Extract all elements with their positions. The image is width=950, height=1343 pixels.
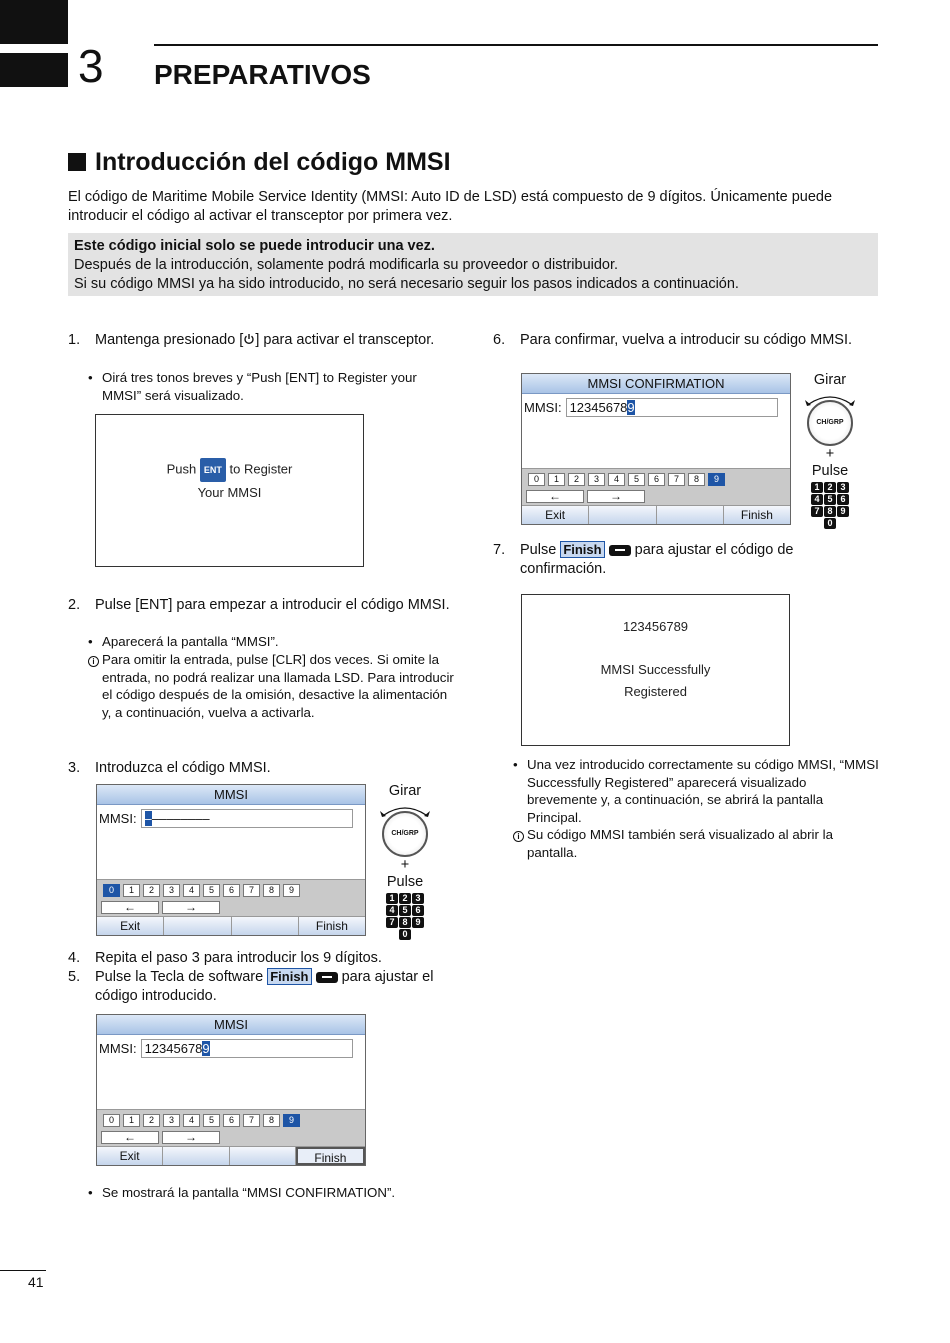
arrow-row (101, 901, 220, 914)
step-4 (68, 949, 458, 968)
step-6 (493, 331, 878, 350)
left-arrow-icon[interactable]: ← (526, 490, 584, 503)
girar-label: Girar (388, 783, 422, 799)
digit-0[interactable]: 0 (103, 884, 120, 897)
digit-1[interactable]: 1 (548, 473, 565, 486)
digit-8[interactable]: 8 (263, 1114, 280, 1127)
push-ent-screen (95, 414, 364, 567)
step-text (95, 331, 434, 350)
key-0: 0 (824, 518, 836, 529)
pulse-label: Pulse (386, 874, 424, 890)
key-3: 3 (837, 482, 849, 493)
step-text-a: Mantenga presionado [ (95, 332, 244, 348)
keypad-icon (801, 482, 859, 529)
mmsi-entry-screen (96, 784, 366, 936)
digit-7[interactable]: 7 (243, 884, 260, 897)
cursor: – (144, 811, 152, 826)
finish-softkey[interactable]: Finish (315, 919, 348, 933)
girar-pulse-guide (376, 783, 434, 940)
digit-5[interactable]: 5 (203, 884, 220, 897)
digit-8[interactable]: 8 (263, 884, 280, 897)
note-box (68, 233, 878, 296)
step-5 (68, 968, 458, 1006)
square-bullet-icon (68, 153, 86, 171)
screen-title: MMSI (97, 785, 365, 805)
info-text: Para omitir la entrada, pulse [CLR] dos veces. Si omite la entrada, no podrá realizar una llamada LSD. Para introducir el código después de la omisión, desactive la alimentación y, a continuación, vuelva a activarla. (102, 652, 454, 720)
push-text: Push (166, 461, 197, 477)
key-9: 9 (412, 917, 424, 928)
mmsi-value: 12345678 (569, 400, 628, 415)
key-0: 0 (399, 929, 411, 940)
key-7: 7 (386, 917, 398, 928)
digit-7[interactable]: 7 (243, 1114, 260, 1127)
mmsi-label: MMSI: (99, 1041, 137, 1056)
mmsi-label: MMSI: (99, 811, 137, 826)
step-text-b: para ajustar el código de confirmación. (520, 542, 794, 577)
digit-1[interactable]: 1 (123, 1114, 140, 1127)
digit-4[interactable]: 4 (183, 1114, 200, 1127)
bullet-mark: • (513, 757, 518, 772)
screen-title: MMSI (97, 1015, 365, 1035)
step-7 (493, 541, 878, 579)
empty-softkey[interactable] (164, 917, 231, 935)
digit-row (528, 473, 725, 486)
girar-label: Girar (813, 372, 847, 388)
cursor: 9 (202, 1041, 210, 1056)
digit-6[interactable]: 6 (648, 473, 665, 486)
digit-4[interactable]: 4 (183, 884, 200, 897)
digit-4[interactable]: 4 (608, 473, 625, 486)
digit-9[interactable]: 9 (708, 473, 725, 486)
chapter-tab-bar-bottom (0, 53, 68, 87)
step-2-bullet (88, 633, 458, 651)
bullet-text: Oirá tres tonos breves y “Push [ENT] to Register your MMSI” será visualizado. (102, 370, 417, 403)
step-number: 5. (68, 969, 81, 985)
section-title: Introducción del código MMSI (95, 148, 451, 176)
key-8: 8 (399, 917, 411, 928)
right-arrow-icon[interactable]: → (162, 1131, 220, 1144)
header-rule (154, 44, 878, 46)
page-number: 41 (28, 1274, 44, 1290)
bullet-text: Se mostrará la pantalla “MMSI CONFIRMATION”. (102, 1185, 396, 1200)
ch-grp-knob-icon: CH/GRP (807, 400, 853, 446)
exit-softkey[interactable]: Exit (522, 506, 589, 524)
step-5-bullet (88, 1184, 458, 1202)
softkey-bar (97, 1146, 365, 1165)
success-line-1: MMSI Successfully (600, 662, 711, 677)
info-icon: i (513, 831, 524, 842)
bullet-mark: • (88, 634, 93, 649)
mmsi-value: 12345678 (144, 1041, 203, 1056)
step-7-info (513, 826, 879, 861)
bullet-text: Una vez introducido correctamente su código MMSI, “MMSI Successfully Registered” aparecerá visualizado brevemente y, a continuación, se abrirá la pantalla Principal. (527, 757, 879, 825)
finish-tag: Finish (560, 541, 604, 558)
digit-5[interactable]: 5 (628, 473, 645, 486)
step-text-b: para ajustar el código introducido. (95, 969, 434, 1004)
softkey-bar (522, 505, 790, 524)
step-2 (68, 596, 458, 615)
digit-2[interactable]: 2 (143, 1114, 160, 1127)
info-icon: i (88, 656, 99, 667)
empty-softkey[interactable] (589, 506, 656, 524)
digit-3[interactable]: 3 (163, 1114, 180, 1127)
mmsi-field[interactable] (566, 398, 778, 417)
success-line-2: Registered (624, 684, 687, 699)
your-mmsi-text: Your MMSI (197, 485, 262, 500)
right-arrow-icon[interactable]: → (162, 901, 220, 914)
step-number: 1. (68, 332, 81, 348)
empty-softkey[interactable] (230, 1147, 296, 1165)
keypad-icon (376, 893, 434, 940)
digit-2[interactable]: 2 (568, 473, 585, 486)
note-line-3: Si su código MMSI ya ha sido introducido, no será necesario seguir los pasos indicados a continuación. (74, 276, 739, 292)
empty-softkey[interactable] (232, 917, 299, 935)
finish-softkey[interactable]: Finish (296, 1147, 365, 1165)
step-text (95, 968, 458, 1006)
bullet-text: Aparecerá la pantalla “MMSI”. (102, 634, 279, 649)
keypad-area (97, 1109, 365, 1165)
chapter-tab-bar-top (0, 0, 68, 44)
arrow-row (526, 490, 645, 503)
success-code: 123456789 (622, 619, 689, 634)
chapter-number: 3 (78, 40, 104, 92)
step-text-b: ] para activar el transceptor. (255, 332, 435, 348)
ent-key-icon: ENT (200, 458, 226, 482)
knob-wrap (376, 803, 434, 857)
key-5: 5 (399, 905, 411, 916)
key-7: 7 (811, 506, 823, 517)
step-1 (68, 331, 458, 350)
step-number: 2. (68, 597, 81, 613)
intro-paragraph: El código de Maritime Mobile Service Identity (MMSI: Auto ID de LSD) está compuesto de 9 dígitos. Únicamente puede introducir el código al activar el transceptor por primera vez. (68, 189, 833, 224)
mmsi-row (99, 809, 353, 828)
finish-softkey[interactable]: Finish (740, 508, 773, 522)
mmsi-row (99, 1039, 353, 1058)
note-line-2: Después de la introducción, solamente podrá modificarla su proveedor o distribuidor. (74, 257, 619, 273)
right-arrow-icon[interactable]: → (587, 490, 645, 503)
digit-3[interactable]: 3 (163, 884, 180, 897)
left-arrow-icon[interactable]: ← (101, 901, 159, 914)
keypad-area (522, 468, 790, 524)
note-bold: Este código inicial solo se puede introducir una vez. (74, 238, 435, 254)
bullet-mark: • (88, 1185, 93, 1200)
digit-row (103, 1114, 300, 1127)
digit-row (103, 884, 300, 897)
knob-wrap (801, 392, 859, 446)
key-1: 1 (811, 482, 823, 493)
key-6: 6 (837, 494, 849, 505)
step-text (520, 541, 878, 579)
step-text: Para confirmar, vuelva a introducir su código MMSI. (520, 332, 853, 348)
step-text-a: Pulse la Tecla de software (95, 969, 264, 985)
digit-5[interactable]: 5 (203, 1114, 220, 1127)
step-text-a: Pulse (520, 542, 557, 558)
arrow-row (101, 1131, 220, 1144)
step-2-info (88, 651, 458, 721)
key-3: 3 (412, 893, 424, 904)
chapter-title: PREPARATIVOS (154, 59, 371, 90)
digit-6[interactable]: 6 (223, 1114, 240, 1127)
empty-softkey[interactable] (657, 506, 724, 524)
exit-softkey[interactable]: Exit (97, 1147, 163, 1165)
mmsi-complete-screen (96, 1014, 366, 1166)
bullet-mark: • (88, 370, 93, 385)
girar-pulse-guide (801, 372, 859, 529)
minus-key-icon (609, 545, 631, 556)
mmsi-label: MMSI: (524, 400, 562, 415)
exit-softkey[interactable]: Exit (97, 917, 164, 935)
plus-label: + (825, 446, 835, 462)
softkey-bar (97, 916, 365, 935)
digit-1[interactable]: 1 (123, 884, 140, 897)
digit-0[interactable]: 0 (528, 473, 545, 486)
left-arrow-icon[interactable]: ← (101, 1131, 159, 1144)
digit-3[interactable]: 3 (588, 473, 605, 486)
step-number: 4. (68, 950, 81, 966)
digit-7[interactable]: 7 (668, 473, 685, 486)
key-8: 8 (824, 506, 836, 517)
to-register-text: to Register (229, 461, 293, 477)
mmsi-row (524, 398, 778, 417)
key-4: 4 (386, 905, 398, 916)
step-1-bullet (88, 369, 458, 404)
key-4: 4 (811, 494, 823, 505)
step-text: Introduzca el código MMSI. (95, 760, 271, 776)
step-text: Pulse [ENT] para empezar a introducir el código MMSI. (95, 597, 450, 613)
footer-rule (0, 1270, 46, 1271)
screen-title: MMSI CONFIRMATION (522, 374, 790, 394)
digit-8[interactable]: 8 (688, 473, 705, 486)
key-5: 5 (824, 494, 836, 505)
step-number: 3. (68, 760, 81, 776)
cursor: 9 (627, 400, 635, 415)
push-line (96, 458, 363, 482)
step-number: 7. (493, 542, 506, 558)
key-2: 2 (824, 482, 836, 493)
keypad-area (97, 879, 365, 935)
digit-0[interactable]: 0 (103, 1114, 120, 1127)
minus-key-icon (316, 972, 338, 983)
step-text: Repita el paso 3 para introducir los 9 dígitos. (95, 950, 382, 966)
power-icon (243, 333, 255, 345)
info-text: Su código MMSI también será visualizado al abrir la pantalla. (527, 827, 833, 860)
ch-grp-knob-icon: CH/GRP (382, 811, 428, 857)
digit-9[interactable]: 9 (283, 1114, 300, 1127)
key-2: 2 (399, 893, 411, 904)
section-heading (68, 146, 451, 178)
mmsi-confirmation-screen (521, 373, 791, 525)
empty-softkey[interactable] (163, 1147, 229, 1165)
step-7-bullet (513, 756, 879, 826)
key-9: 9 (837, 506, 849, 517)
pulse-label: Pulse (811, 463, 849, 479)
key-6: 6 (412, 905, 424, 916)
digit-9[interactable]: 9 (283, 884, 300, 897)
digit-6[interactable]: 6 (223, 884, 240, 897)
mmsi-placeholder: –––––––– (151, 811, 210, 826)
step-number: 6. (493, 332, 506, 348)
mmsi-success-screen (521, 594, 790, 746)
digit-2[interactable]: 2 (143, 884, 160, 897)
plus-label: + (400, 857, 410, 873)
mmsi-field[interactable] (141, 1039, 353, 1058)
finish-tag: Finish (267, 968, 311, 985)
mmsi-field[interactable] (141, 809, 353, 828)
key-1: 1 (386, 893, 398, 904)
step-3 (68, 759, 458, 778)
